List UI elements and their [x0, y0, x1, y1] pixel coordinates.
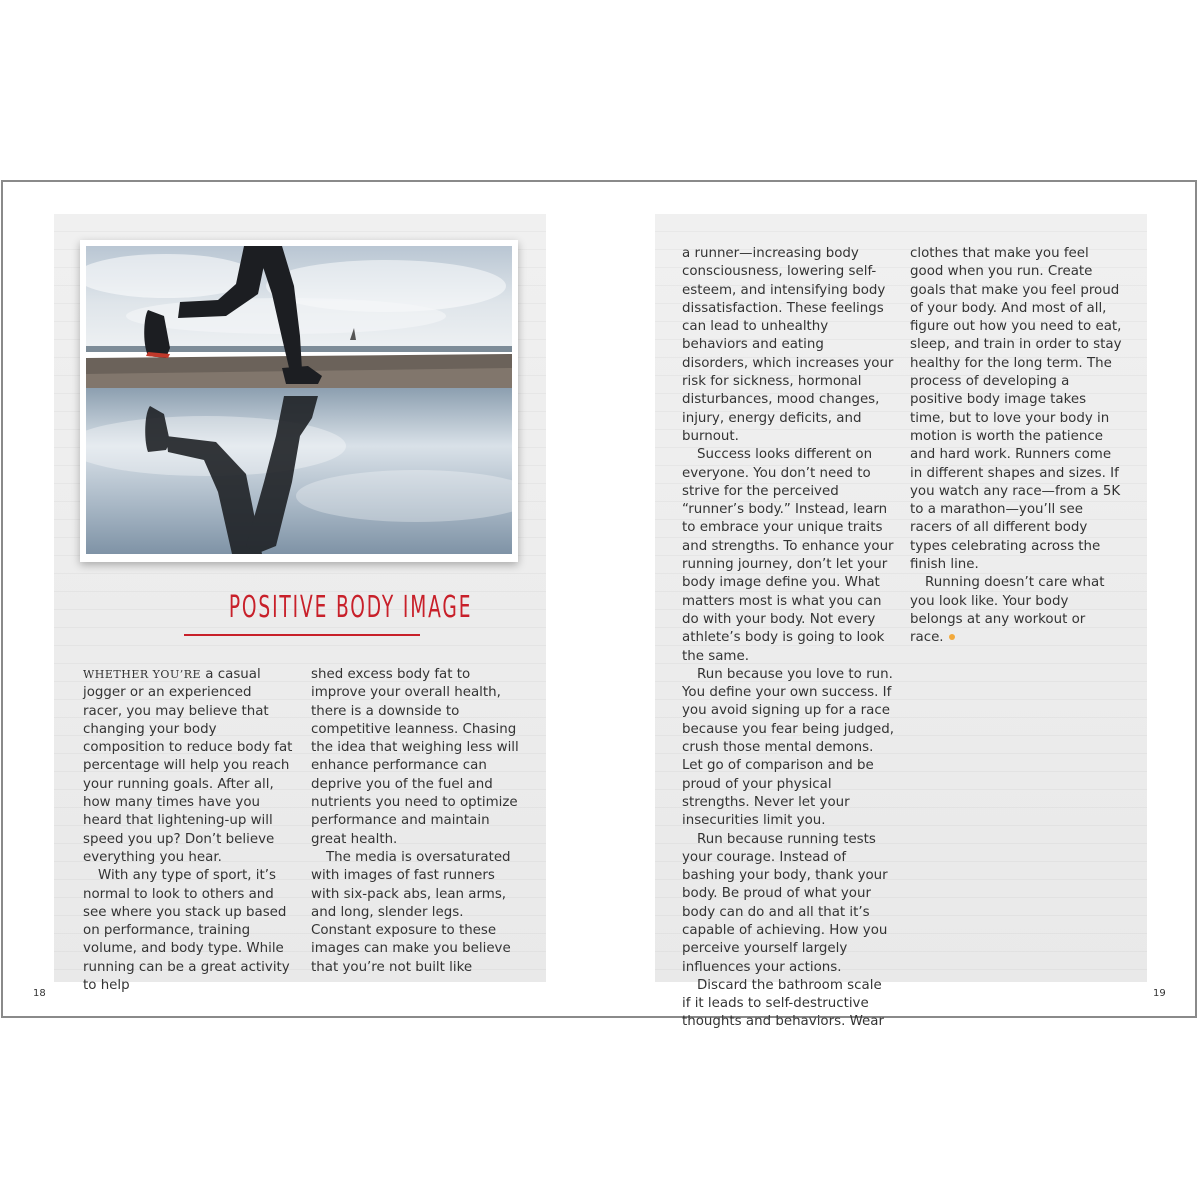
book-spread	[1, 180, 1197, 1030]
end-mark-dot	[949, 634, 955, 640]
right-page-column-2	[910, 245, 1122, 648]
paragraph: clothes that make you feel good when you run. Create goals that make you feel proud of your body. And most of all, figure out how you need to eat, sleep, and train in order to stay healthy for the long term. The process of developing a positive body image takes time, but to love your body in motion is worth the patience and hard work. Runners come in different shapes and sizes. If you watch any race—from a 5K to a marathon—you’ll see racers of all different body types celebrating across the finish line.	[910, 246, 1122, 573]
paragraph: With any type of sport, it’s normal to look to others and see where you stack up based on performance, training volume, and body type. While running can be a great activity to help	[83, 868, 290, 994]
paragraph-text: a casual jogger or an experienced racer, you may believe that changing your body composition to reduce body fat percentage will help you reach your running goals. After all, how many times have you heard that lightening-up will speed you up? Don’t believe everything you hear.	[83, 667, 293, 865]
paragraph: Discard the bathroom scale if it leads to self-destructive thoughts and behaviors. Wear	[682, 977, 885, 1030]
paragraph-text: Running doesn’t care what you look like. Your body belongs at any workout or race.	[910, 575, 1105, 646]
left-page-panel	[54, 214, 546, 994]
paragraph: shed excess body fat to improve your overall health, there is a downside to competitive leanness. Chasing the idea that weighing less will enhance performance can deprive you of the fuel and nutrients you need to optimize performance and maintain great health.	[311, 667, 519, 847]
left-page-column-2	[311, 666, 523, 977]
paragraph: a runner—increasing body consciousness, lowering self-esteem, and intensifying body dissatisfaction. These feelings can lead to unhealthy behaviors and eating disorders, which increases your risk for sickness, hormonal disturbances, mood changes, injury, energy deficits, and burnout.	[682, 246, 894, 444]
section-heading	[184, 586, 473, 636]
right-page-column-1	[682, 245, 894, 1032]
heading-title: POSITIVE BODY IMAGE	[228, 590, 473, 625]
runner-reflection-photo	[80, 240, 518, 562]
paragraph: Run because running tests your courage. Instead of bashing your body, thank your body. Be proud of what your body can do and all that it’s capable of achieving. How you perceive yourself largely influences your actions.	[682, 831, 888, 975]
paragraph	[910, 574, 1122, 647]
paragraph: The media is oversaturated with images of fast runners with six-pack abs, lean arms, and long, slender legs. Constant exposure to these images can make you believe that you’re not built like	[311, 849, 511, 975]
paragraph	[83, 666, 293, 867]
paragraph: Run because you love to run. You define your own success. If you avoid signing up for a race because you fear being judged, crush those mental demons. Let go of comparison and be proud of your physical strengths. Never let your insecurities limit you.	[682, 666, 894, 829]
lead-in-text: WHETHER YOU’RE	[83, 668, 202, 681]
paragraph: Success looks different on everyone. You don’t need to strive for the perceived “runner’s body.” Instead, learn to embrace your unique traits and strengths. To enhance your running journey, don’t let your body image define you. What matters most is what you can do with your body. Not every athlete’s body is going to look the same.	[682, 447, 894, 664]
page-number-left: 18	[33, 988, 46, 999]
right-page-panel	[655, 214, 1147, 1030]
page-number-right: 19	[1153, 988, 1166, 999]
photo-illustration	[86, 246, 512, 554]
left-page-column-1	[83, 666, 293, 995]
